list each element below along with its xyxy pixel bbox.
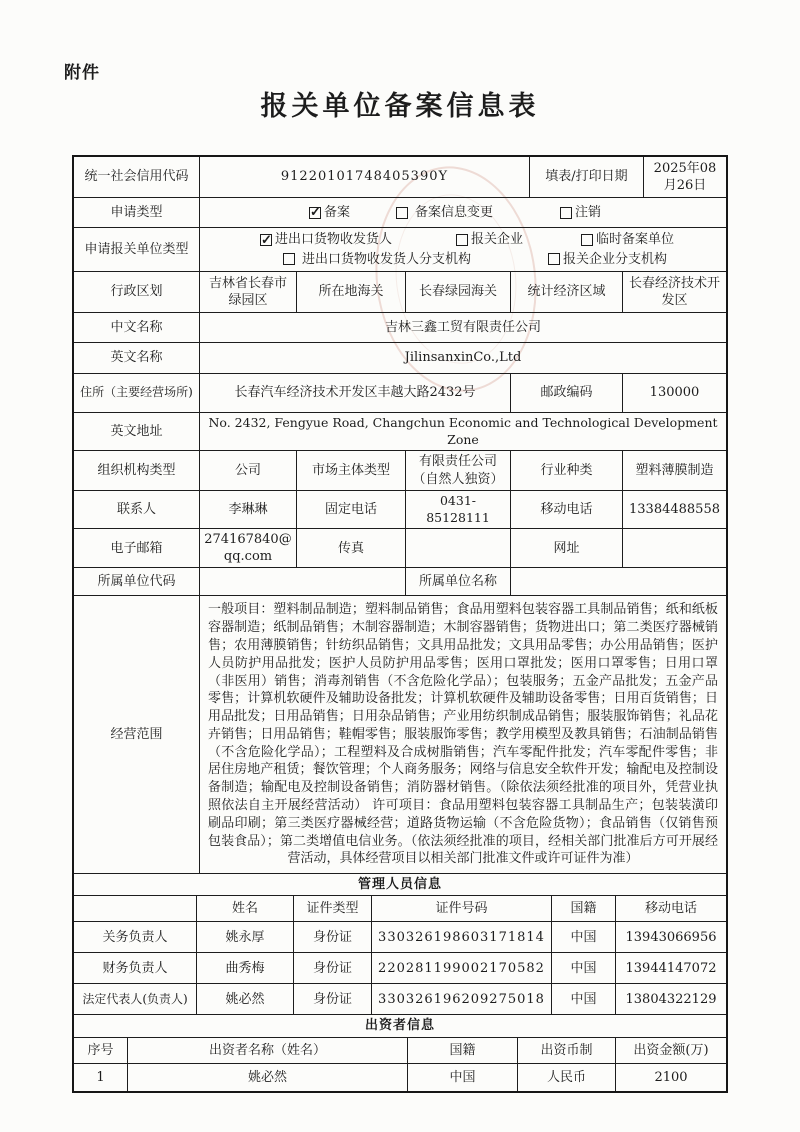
row-email [74, 529, 726, 568]
org-type-value: 公司 [200, 451, 297, 490]
row-contact [74, 491, 726, 529]
unit-type-options-line1 [204, 230, 722, 250]
managers-header-role [74, 896, 197, 921]
fill-date-label: 填表/打印日期 [530, 157, 644, 197]
website-label: 网址 [511, 529, 623, 567]
row-investors-section [74, 1015, 726, 1037]
managers-header-id-no: 证件号码 [372, 896, 552, 921]
mobile-value: 13384488558 [629, 501, 720, 517]
credit-code-label: 统一社会信用代码 [74, 157, 200, 197]
investor-nationality: 中国 [408, 1064, 518, 1091]
table-row-legal-representative [74, 984, 726, 1015]
checkbox-customs-broker-icon [456, 234, 468, 246]
economic-region-value: 长春经济技术开发区 [628, 275, 720, 308]
parent-name-value [511, 568, 726, 595]
option-consignee-branch [283, 250, 471, 270]
checkbox-consignee-branch-icon [283, 253, 295, 265]
investor-amount: 2100 [654, 1069, 688, 1085]
email-label: 电子邮箱 [74, 529, 200, 567]
manager-name: 姚必然 [197, 984, 294, 1014]
unit-type-options-line2 [204, 250, 722, 270]
parent-code-label: 所属单位代码 [74, 568, 200, 595]
checkbox-broker-branch-icon [548, 253, 560, 265]
manager-nationality: 中国 [552, 922, 616, 952]
manager-id-type: 身份证 [294, 953, 372, 983]
manager-nationality: 中国 [552, 984, 616, 1014]
option-customs-broker-label: 报关企业 [471, 232, 524, 247]
zip-label: 邮政编码 [511, 374, 623, 412]
row-unit-type [74, 228, 726, 272]
investor-currency: 人民币 [518, 1064, 616, 1091]
fill-date-value: 2025年08月26日 [653, 160, 717, 193]
telephone-value: 0431-85128111 [406, 491, 511, 528]
option-registration-label: 备案 [324, 204, 351, 220]
chinese-name-value: 吉林三鑫工贸有限责任公司 [384, 319, 541, 335]
english-address-label: 英文地址 [74, 413, 200, 450]
checkbox-temporary-unit-icon [581, 234, 593, 246]
table-row-customs-manager [74, 922, 726, 953]
option-customs-broker [456, 230, 523, 250]
customs-office-label: 所在地海关 [297, 272, 406, 312]
manager-name: 姚永厚 [197, 922, 294, 952]
manager-nationality: 中国 [552, 953, 616, 983]
option-cancel [560, 204, 601, 221]
option-cancel-label: 注销 [575, 204, 602, 220]
investors-header-currency: 出资币制 [518, 1038, 616, 1063]
checkbox-info-change-icon [396, 207, 408, 219]
industry-value: 塑料薄膜制造 [635, 462, 714, 478]
investors-header-nationality: 国籍 [408, 1038, 518, 1063]
address-value: 长春汽车经济技术开发区丰越大路2432号 [200, 374, 511, 412]
english-name-value: JilinsanxinCo.,Ltd [404, 350, 522, 366]
contact-label: 联系人 [74, 491, 200, 528]
managers-header-nationality: 国籍 [552, 896, 616, 921]
row-organization [74, 451, 726, 491]
managers-header-mobile: 移动电话 [644, 901, 697, 917]
org-type-label: 组织机构类型 [74, 451, 200, 490]
checkbox-registration-checked-icon [309, 207, 321, 219]
parent-name-label: 所属单位名称 [406, 568, 511, 595]
row-credit-code [74, 157, 726, 198]
manager-mobile: 13944147072 [625, 960, 717, 976]
checkbox-cancel-icon [560, 207, 572, 219]
manager-id-type: 身份证 [294, 922, 372, 952]
english-name-label: 英文名称 [74, 343, 200, 373]
address-label: 住所（主要经营场所) [74, 374, 200, 412]
option-registration [309, 204, 350, 221]
investor-name: 姚必然 [128, 1064, 408, 1091]
investors-header-name: 出资者名称（姓名） [128, 1038, 408, 1063]
parent-code-value [200, 568, 406, 595]
mobile-label: 移动电话 [511, 491, 623, 528]
market-entity-value: 有限责任公司（自然人独资） [406, 451, 511, 490]
managers-header-id-type: 证件类型 [294, 896, 372, 921]
option-broker-branch-label: 报关企业分支机构 [563, 251, 668, 267]
checkbox-consignee-checked-icon [260, 234, 272, 246]
manager-id-no: 330326196209275018 [372, 984, 552, 1014]
row-english-address [74, 413, 726, 451]
chinese-name-label: 中文名称 [74, 313, 200, 342]
manager-mobile: 13804322129 [625, 991, 717, 1007]
industry-label: 行业种类 [511, 451, 623, 490]
manager-name: 曲秀梅 [197, 953, 294, 983]
manager-role: 法定代表人(负责人) [74, 984, 197, 1014]
option-temporary-unit-label: 临时备案单位 [596, 232, 675, 247]
application-type-label: 申请类型 [74, 198, 200, 227]
business-scope-label: 经营范围 [74, 596, 200, 873]
fax-value [406, 529, 511, 567]
contact-value: 李琳琳 [200, 491, 297, 528]
zip-value: 130000 [649, 385, 700, 401]
option-consignee [260, 230, 392, 250]
email-value: 274167840@qq.com [200, 529, 297, 567]
row-managers-section [74, 874, 726, 896]
customs-office-value: 长春绿园海关 [406, 272, 511, 312]
district-label: 行政区划 [74, 272, 200, 312]
option-consignee-label: 进出口货物收发货人 [275, 232, 393, 247]
row-address [74, 374, 726, 413]
economic-region-label: 统计经济区域 [511, 272, 623, 312]
manager-id-no: 330326198603171814 [372, 922, 552, 952]
row-managers-header [74, 896, 726, 922]
telephone-label: 固定电话 [297, 491, 406, 528]
table-row-investor [74, 1064, 726, 1091]
row-english-name [74, 343, 726, 374]
row-district [74, 272, 726, 313]
row-investors-header [74, 1038, 726, 1064]
table-row-finance-manager [74, 953, 726, 984]
row-business-scope [74, 596, 726, 874]
managers-section-title: 管理人员信息 [357, 877, 442, 893]
business-scope-text: 一般项目：塑料制品制造；塑料制品销售；食品用塑料包装容器工具制品销售；纸和纸板容器制造；纸制品销售；木制容器制造；木制容器销售；货物进出口；第二类医疗器械销售；农用薄膜销售；针纺织品销售；文具用品批发；文具用品零售；办公用品销售；医护人员防护用品批发；医护人员防护用品零售；医用口罩批发；医用口罩零售；日用口罩（非医用）销售；消毒剂销售（不含危险化学品）；包装服务；五金产品批发；五金产品零售；计算机软硬件及辅助设备批发；计算机软硬件及辅助设备零售；日用百货销售；日用品批发；日用品销售；日用杂品销售；产业用纺织制成品销售；服装服饰销售；礼品花卉销售；日用品销售；鞋帽零售；服装服饰零售；教学用模型及教具销售；石油制品销售（不含危险化学品）；工程塑料及合成树脂销售；汽车零配件批发；汽车零配件零售；非居住房地产租赁；餐饮管理；个人商务服务；网络与信息安全软件开发；输配电及控制设备制造；输配电及控制设备销售；消防器材销售。（除依法须经批准的项目外，凭营业执照依法自主开展经营活动） 许可项目：食品用塑料包装容器工具制品生产；包装装潢印刷品印刷；第三类医疗器械经营；道路货物运输（不含危险货物）；食品销售（仅销售预包装食品）；第二类增值电信业务。（依法须经批准的项目，经相关部门批准后方可开展经营活动，具体经营项目以相关部门批准文件或许可证件为准） [208, 602, 718, 867]
attachment-label: 附件 [64, 63, 100, 83]
application-type-options [200, 198, 726, 227]
manager-mobile: 13943066956 [625, 929, 717, 945]
manager-role: 关务负责人 [74, 922, 197, 952]
market-entity-label: 市场主体类型 [297, 451, 406, 490]
row-chinese-name [74, 313, 726, 343]
investors-section-title: 出资者信息 [364, 1018, 435, 1034]
manager-id-no: 220281199002170582 [372, 953, 552, 983]
option-broker-branch [548, 250, 667, 270]
english-address-value: No. 2432, Fengyue Road, Changchun Economic and Technological Development Zone [208, 415, 718, 447]
credit-code-value: 91220101748405390Y [200, 157, 530, 197]
manager-role: 财务负责人 [74, 953, 197, 983]
district-value: 吉林省长春市绿园区 [200, 272, 297, 312]
fax-label: 传真 [297, 529, 406, 567]
investors-header-amount: 出资金额(万) [633, 1042, 709, 1058]
option-temporary-unit [581, 230, 674, 250]
investor-no: 1 [74, 1064, 128, 1091]
option-info-change [396, 204, 493, 221]
unit-type-options [200, 228, 726, 271]
row-application-type [74, 198, 726, 228]
website-value [623, 529, 726, 567]
business-scope-cell [200, 596, 726, 873]
option-consignee-branch-label: 进出口货物收发货人分支机构 [302, 251, 472, 267]
page-title: 报关单位备案信息表 [260, 91, 540, 122]
managers-header-name: 姓名 [197, 896, 294, 921]
manager-id-type: 身份证 [294, 984, 372, 1014]
registration-form-table [72, 155, 728, 1093]
investors-header-no: 序号 [74, 1038, 128, 1063]
unit-type-label: 申请报关单位类型 [74, 228, 200, 271]
option-info-change-label: 备案信息变更 [415, 204, 494, 220]
row-parent-unit [74, 568, 726, 596]
